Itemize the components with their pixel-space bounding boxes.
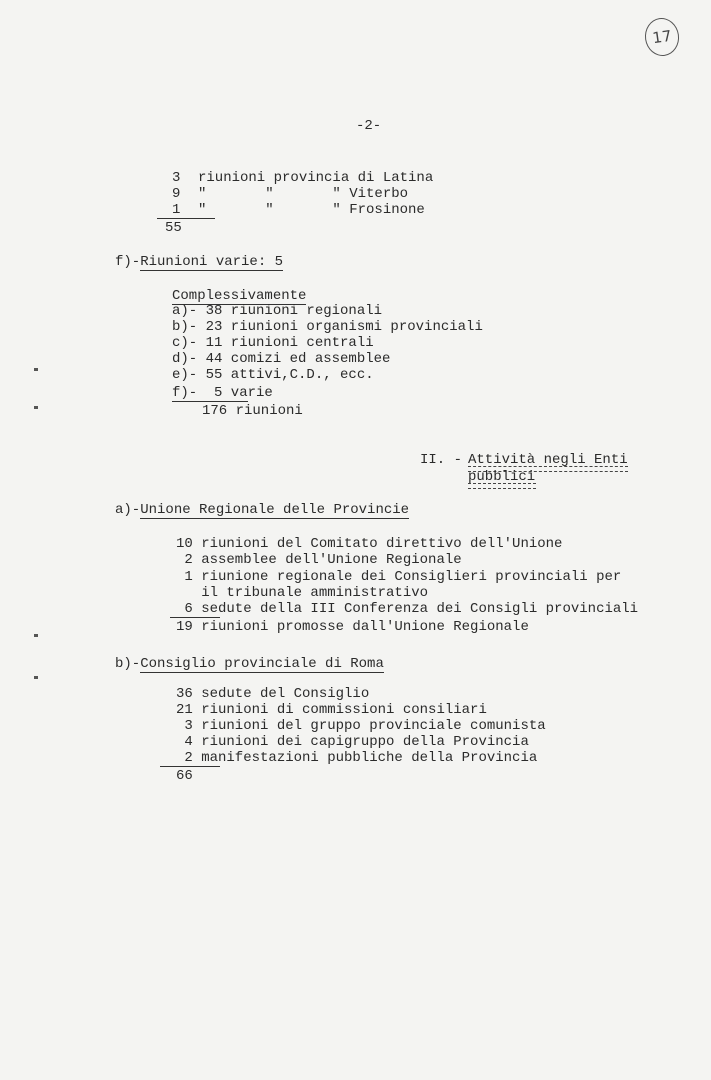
section-a-heading <box>115 502 409 518</box>
chapter-title-line1: Attività negli Enti <box>468 452 628 468</box>
tally-text: riunioni provincia di Latina <box>198 170 434 186</box>
summary-item: b)- 23 riunioni organismi provinciali <box>172 319 483 335</box>
summary-item: a)- 38 riunioni regionali <box>172 303 383 319</box>
section-f-label: Riunioni varie: 5 <box>140 254 284 270</box>
summary-item: c)- 11 riunioni centrali <box>172 335 374 351</box>
tally-text: " " " Frosinone <box>198 202 425 218</box>
section-f-prefix: f)- <box>115 254 141 270</box>
archive-stamp <box>643 16 682 58</box>
margin-mark <box>34 634 38 637</box>
tally-count: 3 <box>172 170 181 186</box>
summary-item: e)- 55 attivi,C.D., ecc. <box>172 367 374 383</box>
section-b-total: 66 <box>176 768 193 784</box>
section-b-prefix: b)- <box>115 656 141 672</box>
list-item: 21 riunioni di commissioni consiliari <box>176 702 487 718</box>
list-item: 6 sedute della III Conferenza dei Consigli provinciali <box>176 601 639 617</box>
summary-total: 176 riunioni <box>202 403 303 419</box>
list-item: 36 sedute del Consiglio <box>176 686 370 702</box>
page-number: -2- <box>356 118 382 134</box>
list-item: 3 riunioni del gruppo provinciale comunista <box>176 718 546 734</box>
summary-item: f)- 5 varie <box>172 385 273 401</box>
margin-mark <box>34 368 38 371</box>
sum-line <box>172 401 248 402</box>
section-b-label: Consiglio provinciale di Roma <box>140 656 384 672</box>
margin-mark <box>34 676 38 679</box>
section-a-prefix: a)- <box>115 502 141 518</box>
tally-count: 9 <box>172 186 181 202</box>
margin-mark <box>34 406 38 409</box>
list-item: 10 riunioni del Comitato direttivo dell'Unione <box>176 536 563 552</box>
sum-line <box>160 766 220 767</box>
list-item: 2 assemblee dell'Unione Regionale <box>176 552 462 568</box>
list-item: 19 riunioni promosse dall'Unione Regionale <box>176 619 529 635</box>
summary-item: d)- 44 comizi ed assemblee <box>172 351 391 367</box>
chapter-number: II. - <box>420 452 463 468</box>
double-underline <box>468 483 536 489</box>
list-item: il tribunale amministrativo <box>176 585 429 601</box>
section-a-label: Unione Regionale delle Provincie <box>140 502 410 518</box>
summary-title: Complessivamente <box>172 288 307 304</box>
sum-line <box>157 218 215 219</box>
list-item: 1 riunione regionale dei Consiglieri provinciali per <box>176 569 622 585</box>
list-item: 4 riunioni dei capigruppo della Provincia <box>176 734 529 750</box>
tally-total: 55 <box>165 220 182 236</box>
list-item: 2 manifestazioni pubbliche della Provincia <box>176 750 538 766</box>
sum-line <box>170 617 220 618</box>
section-b-heading <box>115 656 384 672</box>
tally-count: 1 <box>172 202 181 218</box>
chapter-title-line2: pubblici <box>468 469 536 485</box>
stamp-number: 17 <box>651 26 673 48</box>
section-f-heading <box>115 254 283 270</box>
tally-text: " " " Viterbo <box>198 186 409 202</box>
